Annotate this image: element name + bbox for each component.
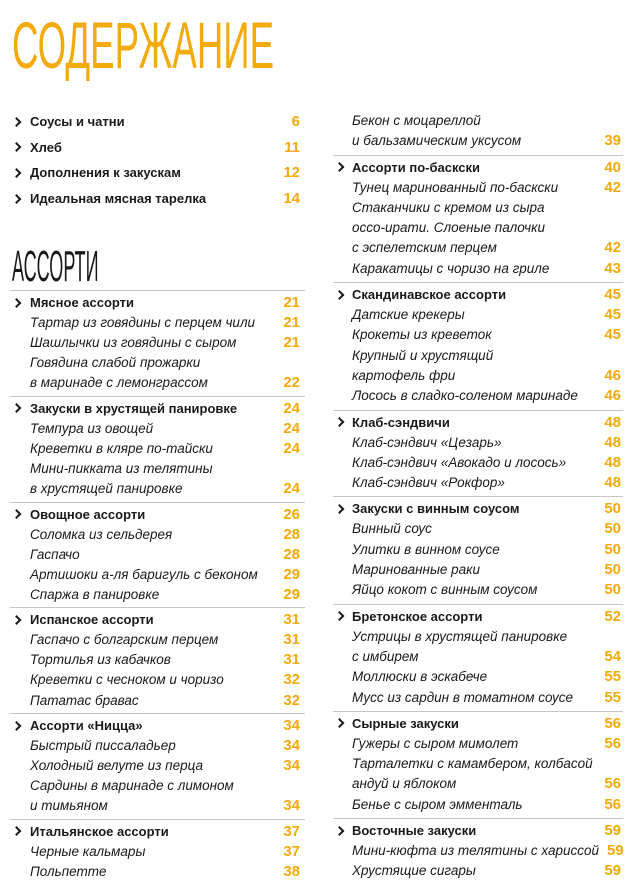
page-number: 21 — [283, 334, 300, 352]
entry-title: Сырные закуски — [352, 715, 459, 731]
entry-title — [352, 795, 523, 815]
entry-title — [352, 386, 578, 406]
page-number: 48 — [604, 433, 621, 451]
page-number: 56 — [604, 714, 621, 732]
page-number: 11 — [284, 138, 300, 156]
entry-title — [30, 842, 145, 862]
page-number: 31 — [283, 631, 300, 649]
page-number: 48 — [604, 474, 621, 492]
entry-title — [352, 560, 480, 580]
page-number: 45 — [604, 306, 621, 324]
chevron-right-icon — [335, 718, 345, 728]
entry-title-line: Мини-пикката из телятины — [30, 460, 213, 476]
entry-title-line: Гаспачо — [30, 546, 80, 562]
page-number: 24 — [283, 399, 300, 417]
entry-title — [30, 736, 176, 756]
entry-title-line: Гужеры с сыром мимолет — [352, 735, 519, 751]
page-number: 12 — [283, 164, 300, 182]
entry-title — [30, 459, 213, 499]
entry-title: Испанское ассорти — [30, 612, 154, 628]
page-number: 50 — [604, 561, 621, 579]
toc-group-heading — [10, 821, 305, 842]
page-number: 34 — [283, 797, 300, 815]
toc-entry — [10, 186, 305, 212]
toc-subentry — [10, 565, 305, 585]
page-number: 31 — [283, 651, 300, 669]
toc-subentry — [333, 305, 623, 325]
toc-subentry — [10, 842, 305, 862]
entry-title: Скандинавское ассорти — [352, 287, 507, 303]
toc-subentry — [333, 667, 623, 687]
entry-title-line: Пататас бравас — [30, 692, 139, 708]
toc-entry — [10, 109, 305, 135]
page-number: 21 — [283, 294, 300, 311]
chevron-right-icon — [12, 721, 22, 731]
page-number: 46 — [604, 366, 621, 384]
chevron-right-icon — [12, 168, 22, 178]
toc-subentry — [10, 630, 305, 650]
page-number: 34 — [283, 737, 300, 755]
chevron-right-icon — [12, 117, 22, 127]
entry-title — [30, 525, 172, 545]
page-number: 45 — [604, 286, 621, 304]
entry-title-line: Лосось в сладко-соленом маринаде — [352, 388, 578, 404]
toc-subentry — [333, 734, 623, 754]
toc-subentry — [10, 459, 305, 499]
entry-title-line: Моллюски в эскабече — [352, 669, 488, 685]
toc-subentry — [333, 111, 623, 152]
chevron-right-icon — [12, 142, 22, 152]
page-number: 32 — [283, 671, 300, 689]
toc-subentry — [333, 841, 623, 861]
toc-group — [10, 713, 305, 819]
entry-title-line: оссо-ирати. Слоеные палочки — [352, 220, 545, 236]
entry-title — [352, 754, 593, 795]
toc-subentry — [333, 861, 623, 881]
toc-subentry — [333, 473, 623, 493]
page-number: 48 — [604, 453, 621, 471]
entry-title-line: Гаспачо с болгарским перцем — [30, 632, 219, 648]
entry-title — [352, 861, 476, 881]
toc-subentry — [10, 545, 305, 565]
toc-group — [333, 155, 623, 282]
page-number: 31 — [283, 611, 300, 629]
entry-title-line: Тунец маринованный по-баскски — [352, 179, 559, 195]
chevron-right-icon — [12, 615, 22, 625]
entry-title-line: Хрустящие сигары — [352, 863, 476, 879]
entry-title — [30, 585, 159, 605]
entry-title: Овощное ассорти — [30, 506, 146, 522]
toc-group-heading — [10, 398, 305, 419]
entry-title — [30, 862, 107, 882]
page-number: 34 — [283, 757, 300, 775]
entry-title: Клаб-сэндвичи — [352, 414, 450, 430]
page-number: 28 — [283, 545, 300, 563]
toc-group — [333, 496, 623, 603]
entry-title — [352, 667, 487, 687]
entry-title — [352, 688, 573, 708]
toc-subentry — [333, 386, 623, 406]
toc-group — [10, 396, 305, 502]
entry-title-line: Маринованные раки — [352, 562, 481, 578]
page-number: 43 — [604, 259, 621, 277]
entry-title-line: Креветки в кляре по-тайски — [30, 440, 213, 456]
page-number: 42 — [604, 178, 621, 196]
entry-title-line: Мини-кюфта из телятины с хариссой — [352, 843, 600, 859]
toc-group-heading — [333, 157, 623, 178]
toc-group — [333, 410, 623, 497]
entry-title — [352, 627, 567, 668]
page-number: 55 — [604, 688, 621, 706]
entry-title: Ассорти по-баскски — [352, 159, 481, 175]
section-title: АССОРТИ — [12, 242, 99, 291]
entry-title — [30, 333, 236, 353]
toc-group-heading — [333, 606, 623, 627]
entry-title-line: и бальзамическим уксусом — [352, 133, 522, 149]
toc-subentry — [333, 325, 623, 345]
entry-title — [352, 111, 521, 152]
entry-title: Хлеб — [30, 139, 62, 155]
toc-subentry — [10, 313, 305, 333]
entry-title-line: в хрустящей панировке — [30, 481, 183, 497]
toc-group-heading — [333, 412, 623, 433]
chevron-right-icon — [335, 504, 345, 514]
page-number: 34 — [283, 717, 300, 735]
page-number: 59 — [604, 862, 621, 880]
toc-subentry — [333, 580, 623, 600]
toc-subentry — [333, 433, 623, 453]
entry-title — [30, 670, 224, 690]
page-number: 22 — [283, 374, 300, 392]
toc-subentry — [10, 691, 305, 711]
toc-group — [333, 818, 623, 882]
chevron-right-icon — [12, 509, 22, 519]
entry-title — [352, 346, 493, 387]
page-number: 26 — [283, 505, 300, 523]
entry-title-line: с эспелетским перцем — [352, 240, 497, 256]
entry-title — [30, 545, 80, 565]
toc-subentry — [333, 519, 623, 539]
page-number: 24 — [283, 480, 300, 498]
toc-subentry — [10, 353, 305, 393]
entry-title-line: Артишоки а-ля баригуль с беконом — [30, 566, 258, 582]
entry-title — [30, 565, 258, 585]
entry-title — [352, 473, 505, 493]
entry-title-line: и тимьяном — [30, 798, 108, 814]
toc-group — [333, 711, 623, 818]
toc-group — [10, 607, 305, 713]
chevron-right-icon — [335, 417, 345, 427]
page-number: 37 — [283, 822, 300, 840]
page-number: 59 — [604, 822, 621, 840]
toc-subentry — [333, 560, 623, 580]
page-number: 46 — [604, 387, 621, 405]
toc-subentry — [10, 439, 305, 459]
chevron-right-icon — [335, 611, 345, 621]
entry-title — [30, 776, 234, 816]
toc-subentry — [10, 585, 305, 605]
toc-subentry — [10, 650, 305, 670]
toc-subentry — [10, 756, 305, 776]
entry-title-line: Яйцо кокот с винным соусом — [352, 582, 538, 598]
entry-title-line: Креветки с чесноком и чоризо — [30, 672, 224, 688]
entry-title — [352, 841, 599, 861]
entry-title-line: Клаб-сэндвич «Цезарь» — [352, 434, 502, 450]
page-number: 14 — [283, 189, 300, 207]
entry-title-line: Датские крекеры — [352, 307, 465, 323]
toc-intro-list — [10, 109, 305, 211]
toc-subentry — [333, 627, 623, 668]
toc-subentry — [333, 259, 623, 279]
toc-group-heading — [333, 820, 623, 841]
toc-group-heading — [10, 715, 305, 736]
entry-title-line: Сардины в маринаде с лимоном — [30, 778, 234, 794]
entry-title-line: Стаканчики с кремом из сыра — [352, 199, 545, 215]
page-number: 32 — [283, 691, 300, 709]
page-number: 21 — [283, 314, 300, 331]
entry-title-line: Быстрый писсаладьер — [30, 738, 176, 754]
entry-title-line: Спаржа в панировке — [30, 586, 160, 602]
entry-title — [30, 650, 171, 670]
entry-title-line: Тортилья из кабачков — [30, 652, 171, 668]
entry-title: Ассорти «Ницца» — [30, 718, 143, 734]
entry-title-line: Темпура из овощей — [30, 420, 154, 436]
page-number: 24 — [283, 419, 300, 437]
entry-title-line: Тартар из говядины с перцем чили — [30, 315, 256, 330]
entry-title — [352, 433, 501, 453]
page-number: 50 — [604, 581, 621, 599]
entry-title-line: с имбирем — [352, 648, 419, 664]
page-number: 40 — [604, 158, 621, 176]
entry-title: Восточные закуски — [352, 823, 477, 839]
page-number: 52 — [604, 607, 621, 625]
page-number: 50 — [604, 500, 621, 518]
entry-title-line: Соломка из сельдерея — [30, 526, 173, 542]
page-number: 50 — [604, 540, 621, 558]
entry-title — [30, 756, 203, 776]
entry-title-line: Крокеты из креветок — [352, 327, 492, 343]
entry-title — [352, 734, 518, 754]
toc-subentry — [333, 453, 623, 473]
chevron-right-icon — [335, 826, 345, 836]
toc-group-heading — [333, 713, 623, 734]
toc-group — [333, 282, 623, 409]
toc-group-heading — [10, 504, 305, 525]
entry-title — [30, 439, 213, 459]
toc-subentry — [333, 540, 623, 560]
entry-title — [352, 325, 492, 345]
entry-title-line: Шашлычки из говядины с сыром — [30, 335, 237, 351]
toc-left-column — [10, 290, 305, 882]
entry-title-line: Говядина слабой прожарки — [30, 355, 201, 371]
entry-title — [352, 540, 500, 560]
entry-title-line: Мусс из сардин в томатном соусе — [352, 689, 574, 705]
entry-title-line: Каракатицы с чоризо на гриле — [352, 260, 550, 276]
page-number: 45 — [604, 326, 621, 344]
page-number: 6 — [291, 113, 300, 130]
entry-title-line: Винный соус — [352, 521, 432, 537]
page-number: 54 — [604, 647, 621, 665]
entry-title — [30, 353, 208, 393]
entry-title: Идеальная мясная тарелка — [30, 190, 207, 206]
toc-subentry — [10, 776, 305, 816]
entry-title-line: Крупный и хрустящий — [352, 347, 494, 363]
entry-title — [352, 580, 537, 600]
page-number: 29 — [283, 565, 300, 583]
chevron-right-icon — [12, 826, 22, 836]
entry-title-line: Бенье с сыром эмменталь — [352, 796, 523, 812]
toc-group-heading — [333, 498, 623, 519]
entry-title-line: Устрицы в хрустящей панировке — [352, 628, 568, 644]
toc-group — [10, 502, 305, 608]
toc-subentry — [333, 198, 623, 259]
entry-title: Мясное ассорти — [30, 295, 135, 310]
toc-entry — [10, 160, 305, 186]
page-number: 48 — [604, 413, 621, 431]
toc-subentry — [10, 862, 305, 882]
toc-subentry — [333, 346, 623, 387]
page-number: 50 — [604, 520, 621, 538]
page-number: 38 — [283, 862, 300, 880]
toc-subentry — [333, 178, 623, 198]
toc-subentry — [333, 754, 623, 795]
entry-title: Итальянское ассорти — [30, 823, 169, 839]
entry-title-line: Бекон с моцареллой — [352, 113, 481, 128]
entry-title-line: в маринаде с лемонграссом — [30, 375, 208, 391]
chevron-right-icon — [12, 194, 22, 204]
entry-title-line: Холодный велуте из перца — [30, 758, 204, 774]
toc-right-column — [333, 111, 623, 882]
page-number: 56 — [604, 775, 621, 793]
entry-title-line: картофель фри — [352, 367, 456, 383]
entry-title — [30, 630, 218, 650]
entry-title — [352, 453, 566, 473]
chevron-right-icon — [12, 403, 22, 413]
entry-title — [30, 691, 139, 711]
page-number: 28 — [283, 525, 300, 543]
entry-title-line: Тарталетки с камамбером, колбасой — [352, 756, 593, 772]
toc-group — [333, 604, 623, 711]
toc-group-heading — [333, 284, 623, 305]
toc-subentry — [10, 419, 305, 439]
page-number: 42 — [604, 239, 621, 257]
page-title: СОДЕРЖАНИЕ — [12, 8, 275, 82]
page-number: 56 — [604, 795, 621, 813]
toc-group-continued — [333, 111, 623, 155]
page-number: 59 — [607, 842, 624, 860]
entry-title — [352, 198, 545, 259]
entry-title: Закуски в хрустящей панировке — [30, 400, 238, 416]
page-number: 55 — [604, 668, 621, 686]
entry-title-line: Черные кальмары — [30, 843, 146, 859]
toc-group — [10, 290, 305, 396]
entry-title — [352, 178, 558, 198]
entry-title — [352, 305, 465, 325]
chevron-right-icon — [335, 162, 345, 172]
toc-subentry — [10, 333, 305, 353]
entry-title-line: Польпетте — [30, 863, 107, 879]
chevron-right-icon — [335, 290, 345, 300]
toc-subentry — [333, 688, 623, 708]
page-number: 56 — [604, 734, 621, 752]
entry-title — [352, 259, 549, 279]
entry-title — [352, 519, 432, 539]
chevron-right-icon — [12, 298, 22, 308]
toc-group-heading — [10, 292, 305, 313]
toc-subentry — [10, 736, 305, 756]
page-number: 29 — [283, 585, 300, 603]
entry-title: Бретонское ассорти — [352, 608, 483, 624]
entry-title: Закуски с винным соусом — [352, 501, 520, 517]
entry-title: Соусы и чатни — [30, 114, 125, 129]
page-number: 39 — [604, 132, 621, 150]
entry-title-line: андуй и яблоком — [352, 776, 457, 792]
toc-group-heading — [10, 609, 305, 630]
toc-entry — [10, 135, 305, 161]
entry-title — [30, 313, 255, 333]
entry-title: Дополнения к закускам — [30, 165, 181, 181]
toc-subentry — [10, 670, 305, 690]
page-number: 24 — [283, 439, 300, 457]
toc-group — [10, 819, 305, 882]
toc-subentry — [333, 795, 623, 815]
entry-title-line: Клаб-сэндвич «Авокадо и лосось» — [352, 454, 567, 470]
entry-title-line: Клаб-сэндвич «Рокфор» — [352, 475, 505, 491]
page-number: 37 — [283, 842, 300, 860]
entry-title — [30, 419, 153, 439]
toc-subentry — [10, 525, 305, 545]
entry-title-line: Улитки в винном соусе — [352, 541, 500, 557]
